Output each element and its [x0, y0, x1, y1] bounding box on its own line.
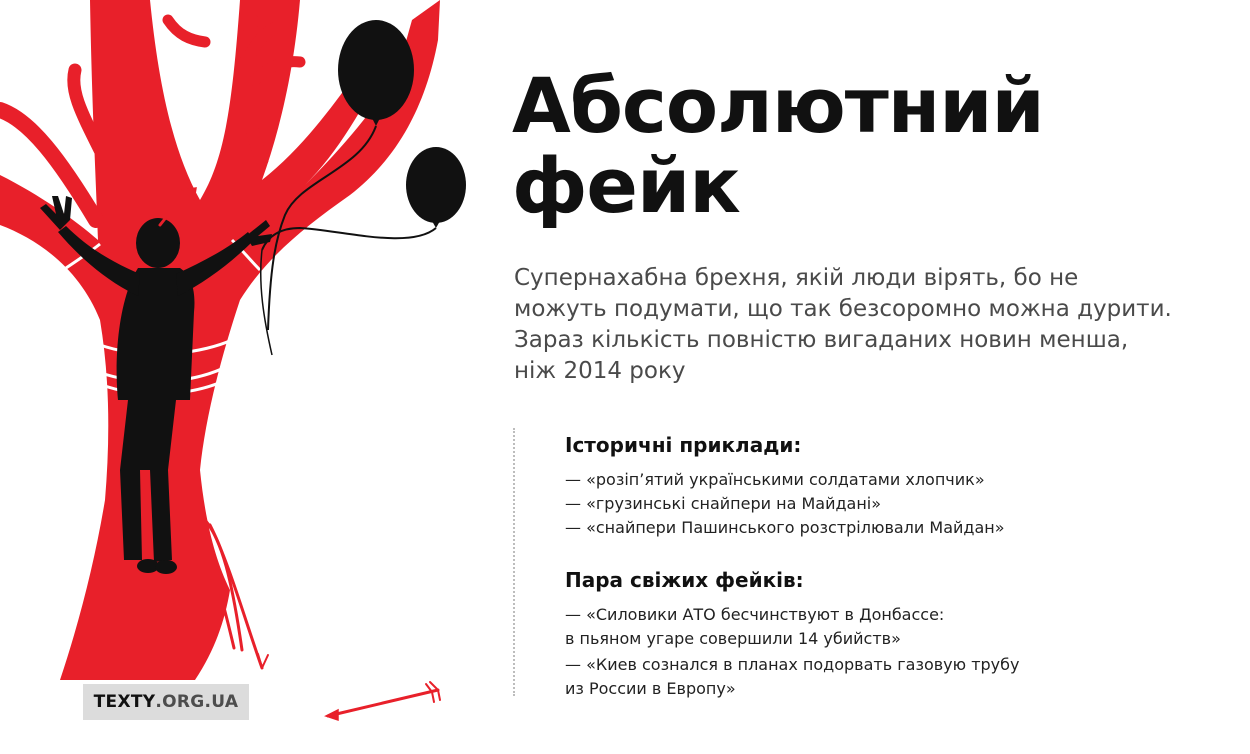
fakes-list: [565, 603, 1205, 701]
list-item: — «розіп’ятий українськими солдатами хлопчик»: [565, 470, 985, 489]
balloon-icon: [406, 147, 466, 223]
list-item: — «Силовики АТО бесчинствуют в Донбассе: в пьяном угаре совершили 14 убийств»: [565, 605, 945, 648]
list-item: — «Киев сознался в планах подорвать газовую трубу из России в Европу»: [565, 655, 1020, 698]
title-line-1: Абсолютний: [512, 61, 1044, 150]
texty-logo: [83, 684, 249, 720]
dotted-divider: [513, 428, 515, 696]
historical-examples-section: [565, 432, 1205, 540]
list-item: — «грузинські снайпери на Майдані»: [565, 494, 882, 513]
tree-illustration: [0, 0, 500, 754]
examples-list: [565, 468, 1205, 540]
brand-name: TEXTY: [93, 692, 156, 712]
recent-fakes-section: [565, 567, 1205, 703]
list-item: — «снайпери Пашинського розстрілювали Майдан»: [565, 518, 1005, 537]
page-title: [512, 61, 1044, 230]
section-heading: Пара свіжих фейків:: [565, 568, 804, 592]
brand-domain: .ORG.UA: [155, 692, 239, 712]
title-line-2: фейк: [512, 141, 740, 230]
subtitle: Супернахабна брехня, якій люди вірять, бо не можуть подумати, що так безсоромно можна дурити. Зараз кількість повністю вигаданих новин менша, ніж 2014 року: [514, 265, 1172, 384]
balloon-icon: [338, 20, 414, 120]
section-heading: Історичні приклади:: [565, 433, 802, 457]
